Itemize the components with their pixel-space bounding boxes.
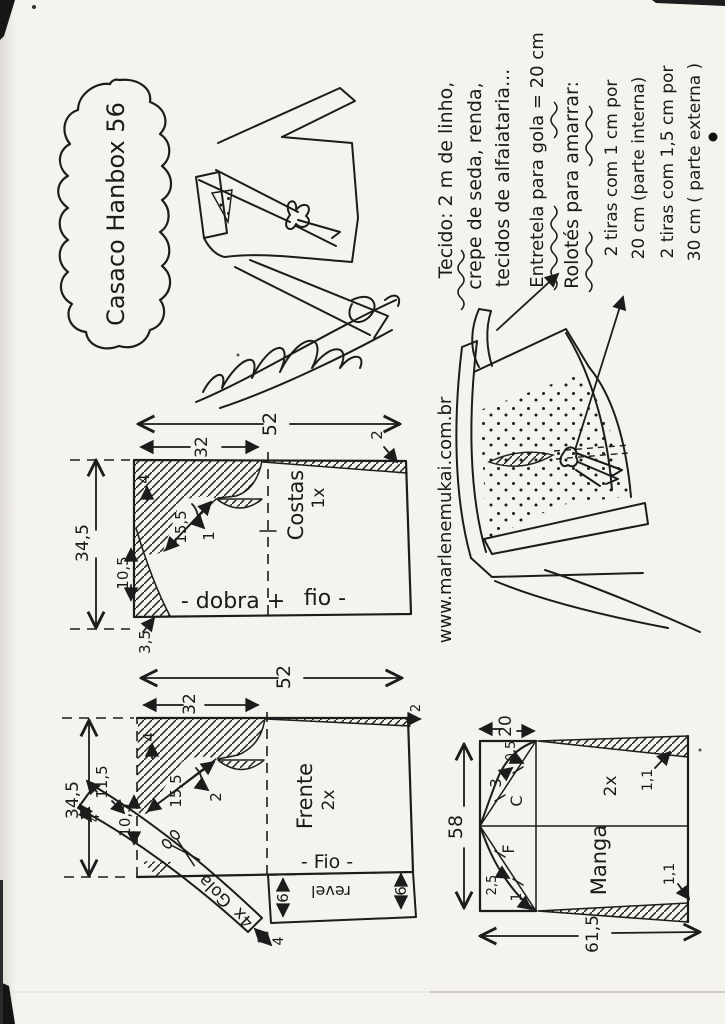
manga-front-label: F <box>499 844 518 854</box>
frente-neckline: 15,5 <box>167 774 185 808</box>
jacket-front-sketch <box>196 88 388 338</box>
frente-qty: 2x <box>319 789 339 811</box>
piece-frente <box>62 665 424 946</box>
left-edge-mark <box>0 880 3 1024</box>
frente-name: Frente <box>293 762 317 830</box>
collar-w2-arrow <box>255 929 271 945</box>
website-url: www.marlenemukai.com.br <box>435 396 456 644</box>
scoop-arrow <box>192 504 204 528</box>
note-fabric-2: crepe de seda, renda, <box>464 82 486 290</box>
costas-qty: 1x <box>309 487 329 509</box>
note-ties-1: 2 tiras com 1 cm por <box>602 79 622 257</box>
m-arrow-3 <box>503 768 512 775</box>
frente-dart: 2 <box>207 792 225 802</box>
m-bottom-wedge <box>538 903 688 922</box>
note-fabric-3: tecidos de alfaiataria... <box>492 68 514 288</box>
manga-name: Manga <box>587 824 611 896</box>
costas-shoulder-ext: 4 <box>135 474 153 484</box>
frente-hip: 10,5 <box>116 803 134 837</box>
bow <box>286 201 309 229</box>
front-edge-band <box>456 341 486 558</box>
scan-bottom-edge-faint <box>0 991 430 993</box>
scan-bottom-edge <box>430 991 725 993</box>
body-hem <box>204 218 358 262</box>
frente-shoulder-slope: 2 <box>409 703 424 713</box>
frente-shoulder-ext: 4 <box>140 732 158 742</box>
collar-name: Gola <box>194 869 237 912</box>
manga-top: 20 <box>496 715 516 737</box>
frente-collar-seg: 11,5 <box>93 765 111 799</box>
bow-tails <box>296 220 340 246</box>
speck <box>237 354 240 357</box>
arrow-3-5 <box>143 618 154 632</box>
frente-width: 52 <box>273 664 295 690</box>
title-bubble <box>58 80 171 349</box>
costas-scoop: 1 <box>200 531 218 541</box>
manga-qty: 2x <box>601 775 621 797</box>
collar-width-start: 4 <box>88 813 103 823</box>
frente-height: 34,5 <box>63 781 83 819</box>
costas-fold-label: - dobra + <box>180 589 286 614</box>
jacket-back-sketch <box>456 309 700 632</box>
costas-grain-label: fio - <box>303 586 347 611</box>
underline-amarrar <box>586 106 592 166</box>
costas-height: 34,5 <box>73 524 93 562</box>
frente-half-width: 32 <box>180 693 200 715</box>
costas-half-width: 32 <box>192 436 212 458</box>
note-ties-4: 30 cm ( parte externa ) <box>685 62 705 262</box>
costas-width: 52 <box>259 411 281 437</box>
manga-back-notch: 0,5 <box>504 740 519 762</box>
wedge-arrow <box>384 447 397 462</box>
underline-gola <box>551 102 557 138</box>
costas-neckline: 15,5 <box>172 510 190 544</box>
pattern-title: Casaco Hanbox 56 <box>102 102 130 326</box>
note-fabric-1: Tecido: 2 m de linho, <box>435 81 457 279</box>
facing-label: revel <box>311 882 351 901</box>
manga-seam-top: 1,1 <box>640 768 656 792</box>
body-right <box>282 137 358 218</box>
corner-mark-top-left <box>0 0 15 40</box>
facing-depth-right: 6 <box>392 886 410 896</box>
piece-manga <box>445 715 698 953</box>
manga-front-ease: 2,5 <box>485 874 500 896</box>
frente-grain-label: - Fio - <box>300 851 354 873</box>
note-ties-heading: Rolotés para amarrar: <box>561 81 583 289</box>
manga-back-ease: 3 <box>487 778 505 788</box>
manga-front-notch: 1 <box>509 892 525 902</box>
m-dim-615b <box>612 932 698 933</box>
ink-blot <box>709 133 718 142</box>
m-top-wedge <box>538 736 688 757</box>
signature <box>196 296 399 408</box>
speck <box>699 749 702 752</box>
speck <box>32 5 36 9</box>
costas-shoulder-slope: 2 <box>368 430 386 440</box>
manga-back-label: C <box>507 795 526 807</box>
costas-hip: 10,5 <box>114 556 132 590</box>
corner-mark-top-right <box>652 0 725 6</box>
sleeve-lower <box>235 260 388 338</box>
manga-width: 58 <box>445 814 467 840</box>
piece-costas <box>70 412 411 654</box>
note-ties-2: 20 cm (parte interna) <box>629 76 649 260</box>
sleeve-down <box>495 570 700 632</box>
collar-width-end: 4 <box>271 936 287 946</box>
collar-qty: 4x <box>229 903 258 932</box>
manga-length: 61,5 <box>583 915 603 953</box>
costas-name: Costas <box>284 469 308 541</box>
note-interfacing: Entretela para gola = 20 cm <box>527 32 548 288</box>
underline-rolotes <box>586 232 592 292</box>
sleeve-upper <box>218 88 355 143</box>
costas-hem: 3,5 <box>136 630 154 654</box>
facing-depth-left: 6 <box>274 893 292 903</box>
note-ties-3: 2 tiras com 1,5 cm por <box>658 65 678 259</box>
manga-seam-bottom: 1,1 <box>662 862 678 886</box>
